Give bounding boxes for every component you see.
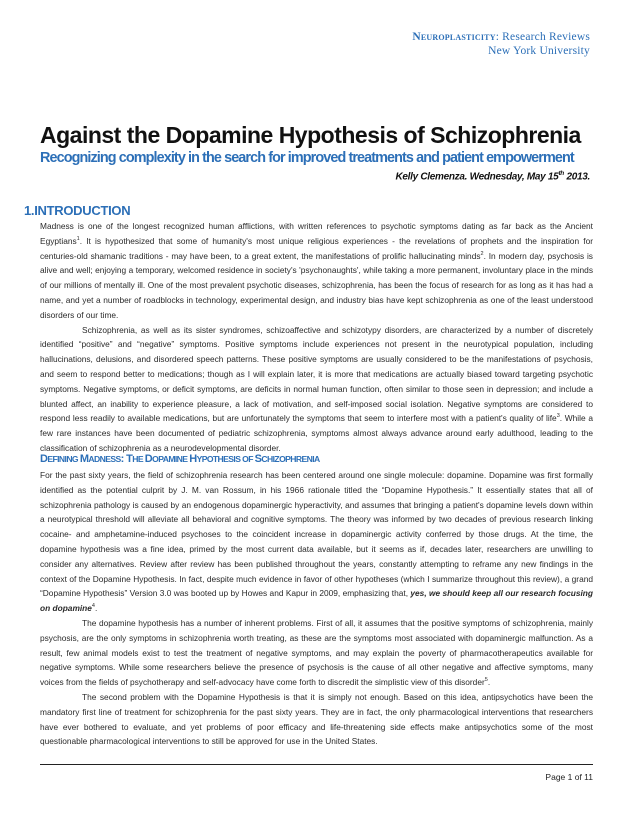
subsection-body: [40, 468, 593, 749]
article-title: Against the Dopamine Hypothesis of Schizophrenia: [40, 122, 581, 148]
p4-text-a: The dopamine hypothesis has a number of inherent problems. First of all, it assumes that the positive symptoms of schizophrenia, mainly psychosis, are the only symptoms in schizophrenia worth treating, as these are the symptoms most associated with dopaminergic malfunction. As a result, few animal models exist to test the treatment of negative symptoms, and may explain the poverty of pharmacotherapeutics available for negative symptoms. While some researchers believe the presence of psychosis is the cause of all other negative and affective symptoms, many voices from the fields of psychotherapy and self-advocacy have come forth to discredit the simplistic view of this disorder: [40, 617, 593, 688]
paragraph-1: [40, 219, 593, 323]
journal-header: [412, 30, 590, 58]
footnote-ref-3: 3: [556, 413, 560, 420]
p2-text-a: Schizophrenia, as well as its sister syndromes, schizoaffective and schizotypy disorders, are characterized by a number of discretely identified “positive” and “negative” symptoms. Positive symptoms include experiences not present in the neurotypical population, including hallucinations, delusions, and disordered speech patterns. These positive symptoms are usually considered to be the manifestations of psychosis, and seem to respond better to medications; though as I will explain later, it is more that medications are actually biased toward targeting psychotic symptoms. Negative symptoms, or deficit symptoms, are deficits in normal human function, often similar to those seen in depression; and include a blunted affect, an inability to experience pleasure, a lack of motivation, and self-imposed social isolation. Negative symptoms are considered to respond less readily to available medications, but are unfortunately the symptoms that seem to interfere most with a patient's quality of life: [40, 324, 593, 424]
byline-ordinal: th: [558, 170, 564, 177]
p1-text-b: . It is hypothesized that some of humanity's most unique religious experiences - the revelations of prophets and the inspiration for centuries-old shamanic traditions - may have been, to a great extent, the manifestations of prolific hallucinating minds: [40, 235, 593, 261]
footnote-ref-5: 5: [484, 677, 488, 684]
paragraph-3: [40, 468, 593, 616]
institution: New York University: [488, 45, 590, 57]
p4-text-b: .: [487, 677, 491, 688]
subsection-heading: DEFINING MADNESS: THE DOPAMINE HYPOTHESIS OF SCHIZOPHRENIA: [40, 453, 320, 465]
paragraph-4: [40, 616, 593, 690]
p1-text-a: Madness is one of the longest recognized human afflictions, with written references to psychotic symptoms dating as far back as the Ancient Egyptians: [40, 221, 593, 246]
footnote-ref-2: 2: [480, 250, 484, 257]
footnote-ref-4: 4: [91, 603, 95, 610]
journal-name: Neuroplasticity: [412, 31, 496, 43]
paragraph-2: [40, 323, 593, 456]
paragraph-5: The second problem with the Dopamine Hypothesis is that it is simply not enough. Based on this idea, antipsychotics have been the mandatory first line of treatment for schizophrenia for the past sixty years. They are in fact, the only pharmacological interventions that researchers have ever bothered to evaluate, and yet problems of poor efficacy and life-threatening side effects make antipsychotics some of the most questionable pharmacological interventions to still be approved for use in the United States.: [40, 691, 593, 747]
byline: [395, 170, 590, 182]
journal-name-rest: : Research Reviews: [495, 31, 590, 43]
p3-text-a: For the past sixty years, the field of schizophrenia research has been centered around one single molecule: dopamine. Dopamine was first formally identified as the potential culprit by J. M. van Rossum, in his 1966 rationale titled the “Dopamine Hypothesis.” It essentially states that all of schizophrenia pathology is caused by an endogenous dopaminergic hyperactivity, and assumes that bringing a patient's dopamine levels down within a neurotypical threshold will alleviate all behavioral and cognitive symptoms. The theory was informed by two decades of previous research linking cocaine- and amphetamine-induced psychoses to the coincident increase in dopaminergic activity conferred by those drugs. At the time, the dopamine hypothesis was a fine idea, primed by the most current data available, but it seems as if, decades later, researchers are unwilling to consider any alternatives. Review after review has been published throughout the years, constantly attempting to reframe any new findings in the context of the Dopamine Hypothesis. In fact, despite much evidence in favor of other hypotheses (which I summarize throughout this review), a grand “Dopamine Hypothesis” Version 3.0 was booted up by Howes and Kapur in 2009, emphasizing that,: [40, 470, 593, 599]
p3-emphasis: yes, we should keep all our research focusing on dopamine: [40, 588, 593, 614]
byline-author-date: Kelly Clemenza. Wednesday, May 15: [395, 171, 559, 183]
footer-divider: [40, 764, 593, 765]
page-number: Page 1 of 11: [545, 772, 593, 782]
byline-year: 2013.: [563, 171, 590, 183]
p1-text-c: . In modern day, psychosis is alive and well; enjoying a temporary, welcomed residence in society's 'psychonaughts', while taking a more permanent, involuntary place in the minds of our millions of mentally ill. One of the most prevalent psychotic diseases, schizophrenia, has been the focus of research for as long as it has had a name, and yet a number of roadblocks in technology, experimental design, and industry bias have kept schizophrenia as one of the least understood disorders of our time.: [40, 250, 593, 320]
footnote-ref-1: 1: [76, 236, 80, 243]
article-subtitle: Recognizing complexity in the search for improved treatments and patient empowerment: [40, 150, 574, 166]
p2-text-b: . While a few rare instances have been documented of pediatric schizophrenia, symptoms almost always advance around early adulthood, leading to the classification of schizophrenia as a neurodevelopmental disorder.: [40, 413, 593, 453]
p3-text-b: .: [94, 603, 98, 614]
journal-title: [412, 30, 590, 44]
introduction-body: [40, 219, 593, 456]
section-heading-introduction: 1.INTRODUCTION: [24, 203, 131, 218]
